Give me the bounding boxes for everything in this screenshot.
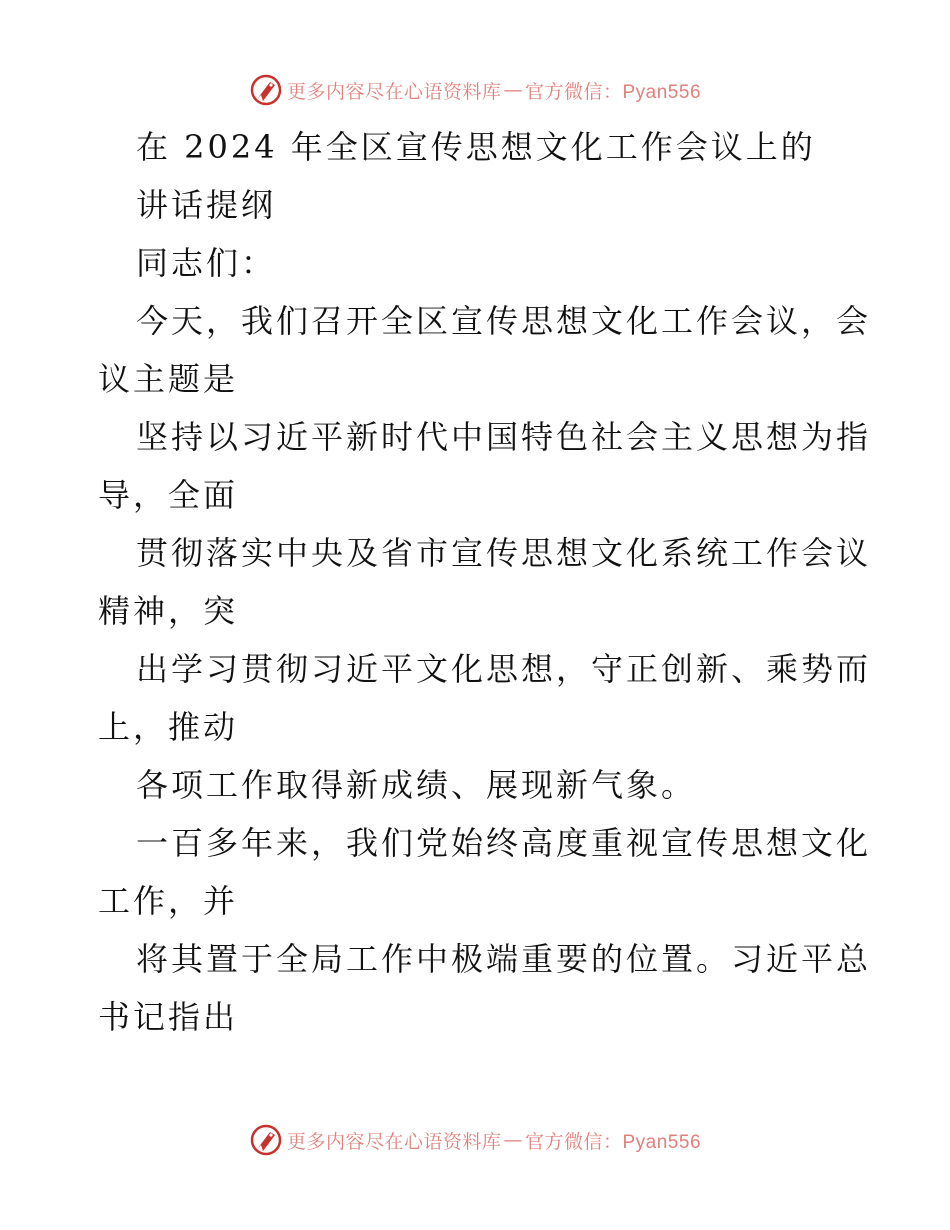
watermark-brand: 更多内容尽在心语资料库 — [286, 80, 502, 103]
document-line: 各项工作取得新成绩、展现新气象。 — [136, 766, 697, 804]
pen-nib-logo-icon — [249, 1123, 283, 1157]
document-line: 在 2024 年全区宣传思想文化工作会议上的 — [136, 128, 816, 166]
watermark-wechat: 官方微信：Pyan556 — [525, 81, 702, 103]
document-line: 今天，我们召开全区宣传思想文化工作会议，会 — [136, 302, 872, 340]
document-line: 上，推动 — [98, 708, 239, 746]
document-line: 导，全面 — [98, 476, 239, 514]
document-line: 一百多年来，我们党始终高度重视宣传思想文化 — [136, 824, 872, 862]
document-line: 议主题是 — [98, 360, 239, 398]
document-line: 将其置于全局工作中极端重要的位置。习近平总 — [136, 940, 872, 978]
watermark-wechat: 官方微信：Pyan556 — [525, 1131, 702, 1153]
footer-watermark — [0, 1120, 950, 1160]
document-line: 贯彻落实中央及省市宣传思想文化系统工作会议 — [136, 534, 872, 572]
document-body — [98, 118, 872, 1046]
document-line: 出学习贯彻习近平文化思想，守正创新、乘势而 — [136, 650, 872, 688]
document-line: 书记指出 — [98, 998, 239, 1036]
watermark-separator: — — [503, 1129, 523, 1151]
pen-nib-logo-icon — [249, 73, 283, 107]
document-line: 工作，并 — [98, 882, 239, 920]
watermark-brand: 更多内容尽在心语资料库 — [286, 1130, 502, 1153]
document-line: 同志们： — [136, 244, 277, 282]
document-line: 精神，突 — [98, 592, 239, 630]
document-line: 坚持以习近平新时代中国特色社会主义思想为指 — [136, 418, 872, 456]
header-watermark — [0, 70, 950, 110]
watermark-separator: — — [503, 79, 523, 101]
document-line: 讲话提纲 — [136, 186, 277, 224]
